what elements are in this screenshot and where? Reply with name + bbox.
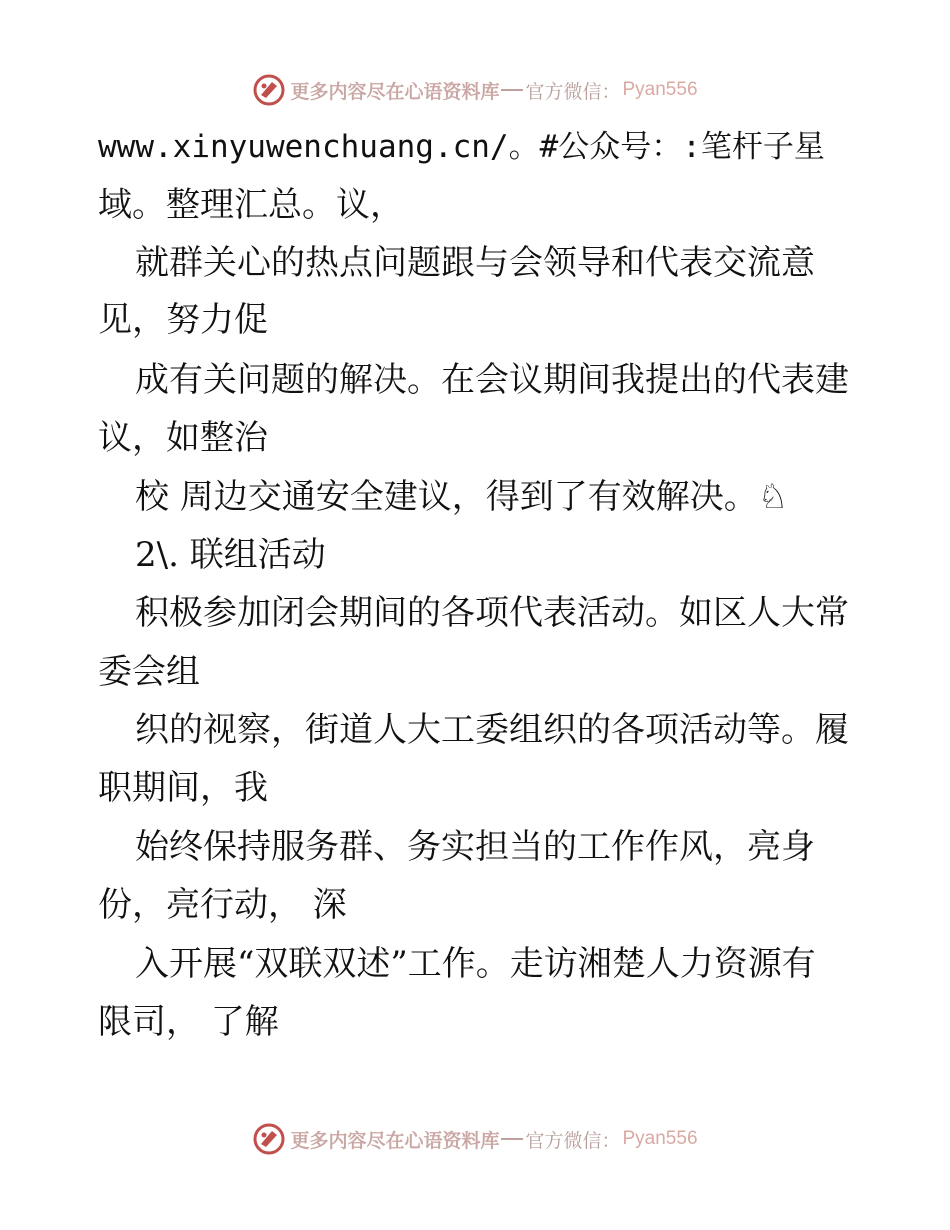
watermark-text: 更多内容尽在心语资料库 <box>290 80 500 103</box>
text-line: 议，如整治 <box>98 418 268 458</box>
text-line: 份，亮行动， 深 <box>98 885 347 925</box>
text-line: 积极参加闭会期间的各项代表活动。如区人大常 <box>135 593 849 633</box>
watermark-dash <box>501 1138 523 1140</box>
seal-logo-icon <box>252 1122 286 1156</box>
text-line: 入开展“双联双述”工作。走访湘楚人力资源有 <box>135 944 816 984</box>
text-line: 织的视察，街道人大工委组织的各项活动等。履 <box>135 710 849 750</box>
watermark-label: 官方微信： <box>525 80 621 103</box>
watermark-label: 官方微信： <box>525 1129 621 1152</box>
text-line: 域。整理汇总。议， <box>98 185 404 225</box>
text-line: 就群关心的热点问题跟与会领导和代表交流意 <box>135 243 815 283</box>
text-line: www.xinyuwenchuang.cn/。#公众号：:笔杆子星 <box>98 129 825 165</box>
section-heading: 2\. 联组活动 <box>135 535 326 575</box>
footer-watermark <box>0 1121 950 1157</box>
watermark-text: 更多内容尽在心语资料库 <box>290 1129 500 1152</box>
text-line: 校 周边交通安全建议，得到了有效解决。♘ <box>135 477 789 517</box>
text-line: 见，努力促 <box>98 300 268 340</box>
watermark-id: Pyan556 <box>622 79 698 100</box>
text-line: 限司， 了解 <box>98 1002 279 1042</box>
text-line: 始终保持服务群、务实担当的工作作风，亮身 <box>135 827 815 867</box>
text-line: 委会组 <box>98 652 200 692</box>
watermark-id: Pyan556 <box>622 1128 698 1149</box>
text-line: 职期间，我 <box>98 768 268 808</box>
text-line: 成有关问题的解决。在会议期间我提出的代表建 <box>135 360 849 400</box>
